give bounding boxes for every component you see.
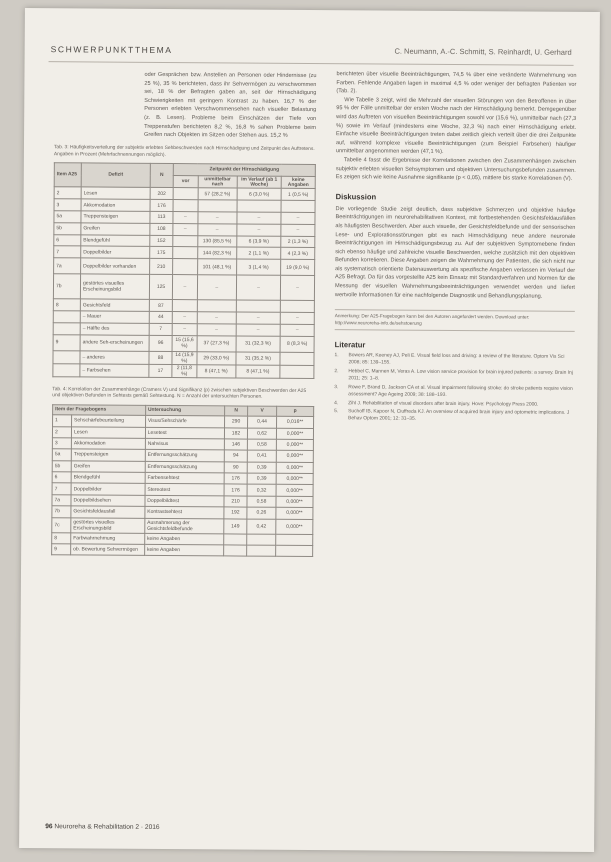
t3-cell-num: 9 [53,334,80,350]
t3-cell-keine: – [280,324,314,336]
t3-cell-vor [172,300,197,312]
t3-cell-verlauf [236,300,280,312]
t4-cell-v: 0,39 [247,473,276,485]
reference-number: 3. [334,384,339,390]
t3-cell-unmittelbar: 37 (27,3 %) [197,335,236,351]
reference-number: 4. [334,400,339,406]
t3-cell-verlauf: 31 (35,2 %) [236,351,280,364]
t3-cell-unmittelbar: – [198,223,237,235]
t4-cell-p: 0,000** [276,428,313,440]
author-line: C. Neumann, A.-C. Schmitt, S. Reinhardt, U. Gerhard [394,46,572,57]
t4-cell-untersuchung: keine Angaben [145,533,224,545]
reference-text: Suchoff IB, Kapoor N, Ciuffreda KJ. An overview of acquired brain injury and optometric implications. J Behav Optom 2001; 12: 31–35. [348,409,570,423]
t4-cell-v: 0,58 [247,439,276,451]
t4-cell-item: ob. Bewertung Sehvermögen [71,544,145,556]
t4-cell-untersuchung: Stereotest [145,484,224,496]
table4-block [51,387,314,558]
section-heading: SCHWERPUNKTTHEMA [50,44,173,56]
t3-cell-keine [280,352,314,365]
t3-cell-defizit: Greifen [81,223,150,235]
t4-cell-p: 0,016** [277,416,314,428]
t3-head-keine: keine Angaben [281,177,315,189]
t3-cell-vor: – [172,323,197,335]
t3-cell-n: 113 [150,211,173,223]
t3-head-defizit: Defizit [81,163,150,187]
t4-cell-untersuchung: keine Angaben [144,544,223,556]
t4-cell-untersuchung: Farbensehtest [145,472,224,484]
t4-cell-num: 7a [52,495,71,507]
t3-cell-keine: 1 (0,5 %) [281,189,315,201]
t4-cell-p: 0,000** [276,451,313,463]
t3-cell-unmittelbar: – [197,323,236,335]
t3-head-num: Item A25 [54,163,81,187]
t4-cell-n: 146 [224,439,247,451]
t3-cell-unmittelbar: 29 (33,0 %) [197,351,236,364]
intro-paragraph: oder Gesprächen bzw. Anstellen an Personen oder Hindernisse (zu 25 %), 35 % berichteten, dass ihr Sehvermögen zu verschwommen sei, 18 % der Befragten gaben an, seit der Hirnschädigung Schwierigkeiten mit geringem Kontrast zu haben. 16,7 % der Personen erlebten Verschwommensehen nach visueller Belastung (z. B. Lesen). Probleme beim Einschätzen der Tiefe von Treppenstufen berichteten 8,2 %, 16,8 % sahen Probleme beim Greifen nach Objekten im Sitzen oder Stehen aus. 15,2 % [144,71,317,139]
t3-cell-defizit: Gesichtsfeld [80,299,149,311]
t3-cell-keine: – [281,224,315,236]
t4-cell-num: 7c [52,517,71,532]
table3 [52,163,315,379]
t3-cell-verlauf: – [236,275,280,300]
t3-cell-verlauf: – [237,224,281,236]
t3-cell-vor [173,200,198,212]
results-paragraph-2: Wie Tabelle 3 zeigt, wird die Mehrzahl der visuellen Störungen von den Betroffenen in über 95 % der Fälle unmittelbar der ersten Woche nach der Hirnschädigung bemerkt. Demgegenüber wird das Auftreten von visuellen Beeinträchtigungen sowohl vor (15,6 %), unmittelbar nach (27,3 %) sowie im Verlauf (mindestens eine Woche, 32,3 %) nach einer Hirnschädigung erlebt. Einfache visuelle Beeinträchtigungen treten dabei zeitlich gleich verteilt über die drei Zeitpunkte auf, während komplexe visuelle Beeinträchtigungen (zum Beispiel Farbsehen) häufiger unmittelbar angenommen werden (47,1 %). [335,97,577,156]
t3-cell-verlauf: 6 (3,9 %) [237,236,281,248]
reference-number: 5. [334,409,339,415]
t3-cell-verlauf: 3 (1,4 %) [236,259,280,275]
reference-text: Rowe F, Brand D, Jackson CA et al. Visual impairment following stroke: do stroke patients require vision assessment? Age Ageing 2009; 38: 188–193. [348,384,573,398]
t3-cell-n: 88 [149,351,172,364]
t4-cell-num: 2 [52,426,71,438]
t4-cell-untersuchung: Kontrastsehtest [145,507,224,519]
reference-item [334,353,574,368]
t4-cell-v: 0,39 [247,462,276,474]
t4-cell-untersuchung: Doppelbildtest [145,495,224,507]
t3-cell-keine: 19 (9,0 %) [281,259,315,275]
t3-cell-vor [173,235,198,247]
t3-cell-keine [280,365,314,378]
t3-cell-defizit: – anderes [80,350,149,363]
t3-cell-vor [173,259,198,275]
t3-head-verlauf: im Verlauf (ab 1 Woche) [237,176,281,188]
t4-cell-num: 6 [52,472,71,484]
t4-cell-item: Akkomodation [71,438,145,450]
t4-cell-v [247,534,276,546]
t4-head-v: V [248,406,277,416]
table4 [51,404,314,557]
t3-cell-num: 3 [54,199,81,211]
t4-cell-n: 176 [224,473,247,485]
left-column [51,70,316,557]
t3-head-group: Zeitpunkt der Hirnschädigung [173,164,315,177]
t3-cell-vor: 15 (15,6 %) [172,335,197,351]
t4-cell-n: 149 [224,519,247,534]
t4-cell-n [224,545,247,557]
t4-cell-n: 210 [224,496,247,508]
t3-cell-keine [280,300,314,312]
t3-cell-num [53,363,80,376]
right-column [334,70,576,427]
t4-cell-p: 0,000** [276,519,313,534]
t3-cell-keine: 4 (2,3 %) [281,248,315,260]
t4-cell-p: 0,000** [276,508,313,520]
t3-head-n: N [150,164,173,188]
note-box [335,309,575,331]
table4-body [52,415,314,557]
table3-caption: Tab. 3: Häufigkeitsverteilung der subjektiv erlebten Sehbeschwerden nach Hirnschädigung und Zeitpunkt des Auftretens. Angaben in Prozent (Mehrfachnennungen möglich). [53,144,315,158]
t4-cell-n: 176 [224,484,247,496]
t3-cell-n: 202 [150,188,173,200]
t3-cell-unmittelbar: 130 (85,5 %) [198,235,237,247]
t3-cell-keine: – [281,212,315,224]
t4-cell-item: Farbwahrnehmung [71,532,145,544]
t4-head-item: Item der Fragebogens [53,405,146,416]
t4-cell-item: Blendgefühl [71,472,145,484]
table3-block [52,145,316,379]
table3-row [53,334,314,352]
t3-cell-defizit: Doppelbilder [81,246,150,258]
header-rule [49,61,574,66]
t3-cell-vor: – [172,311,197,323]
t4-cell-num: 5b [52,460,71,472]
t3-cell-keine: 2 (1,3 %) [281,236,315,248]
t4-cell-num: 1 [53,415,72,427]
reference-number: 2. [334,369,339,375]
t3-cell-defizit: Treppensteigen [81,211,150,223]
note-text: Anmerkung: Der A25-Fragebogen kann bei den Autoren angefordert werden. Download unter: http://www.neuroreha-info.de/sehstoerung [334,313,530,326]
t4-cell-n: 182 [224,427,247,439]
reference-text: Hebbel C, Mannen M, Veras A. Low vision service provision for brain injured patients: a survey. Brain Inj 2011; 25: 1–8. [348,369,573,382]
t3-cell-defizit: – Mauer [80,311,149,323]
t3-cell-num [53,350,80,363]
t3-cell-num: 7a [54,258,81,274]
table3-row [53,274,314,301]
t3-cell-unmittelbar: 101 (48,1 %) [197,259,236,275]
t4-cell-untersuchung: Entfernungsschätzung [145,450,224,462]
t4-cell-untersuchung: Nahvisus [145,438,224,450]
t3-cell-unmittelbar: 144 (82,3 %) [197,247,236,259]
t3-cell-vor [173,188,198,200]
t3-cell-n: 125 [149,275,172,300]
t3-cell-defizit: – Farbsehen [80,363,149,376]
t4-cell-v: 0,32 [247,485,276,497]
t4-cell-v: 0,41 [247,450,276,462]
t3-cell-verlauf: – [236,312,280,324]
table4-row [52,544,313,557]
t4-cell-item: gestörtes visuelles Erscheinungsbild [71,517,145,533]
journal-name: Neuroreha & Rehabilitation 2 · 2016 [54,823,160,831]
t3-cell-defizit: Doppelbilder vorhanden [81,258,150,274]
reference-item [334,401,574,410]
t3-cell-num: 5a [54,211,81,223]
t3-head-unmittelbar: unmittelbar nach [198,176,237,188]
t3-cell-verlauf: 8 (47,1 %) [236,364,280,377]
discussion-paragraph: Die vorliegende Studie zeigt deutlich, dass subjektive Schmerzen und objektive häufige Beeinträchtigungen im neurorehabilitativen Kontext, mit fortbestehenden Gesichtsfeldausfällen als häufigsten Beschwerden. Aber auch visuelle, der Gesichtsfeldbefunde und der sensorischen Lese- und Explorationsstörungen gibt es nach Hirnschädigung neue andere neuronale Beeinträchtigungen im Hirnschädigungsbezug zu. Auf der subjektiven Symptomebene finden sich ebenso häufige und zahlreiche visuelle Beschwerden, welche zusätzlich mit den objektiven Befunden korrelieren. Diese Angaben zeigen die Wahrnehmung der Patienten, die sich nicht nur als systematisch orientierte Datenauswertung als spezifische Angaben verlassen im Verlauf der A25 Befragt. Da für das vorgestellte A25 kein Einsatz mit Standardverfahren und Normen für die Messung der visuellen Wahrnehmungsbeeinträchtigungen verwendet werden und liefert wertvolle Informationen für eine nachfolgende Diagnostik und Behandlungsplanung. [334,205,576,300]
t4-cell-untersuchung: Visus/Sehschärfe [145,415,224,427]
t4-cell-untersuchung: Lesetest [145,427,224,439]
t3-cell-verlauf [237,200,281,212]
t4-cell-untersuchung: Ausnahmerung der Gesichtsfeldbefunde [145,518,224,534]
t3-cell-unmittelbar: 57 (28,2 %) [198,188,237,200]
t3-cell-keine: 8 (8,3 %) [280,336,314,352]
t3-cell-unmittelbar [197,300,236,312]
t3-cell-n: 87 [149,300,172,312]
t4-cell-p: 0,000** [276,439,313,451]
reference-number: 1. [334,353,339,359]
t4-cell-n: 290 [225,416,248,428]
t3-cell-defizit: andere Seh-erscheinungen [80,334,149,350]
t4-cell-untersuchung: Entfernungsschätzung [145,461,224,473]
table3-body [53,187,315,378]
t4-cell-p: 0,000** [276,462,313,474]
t3-cell-num: 5b [54,222,81,234]
t3-cell-num: 6 [54,234,81,246]
page-footer [45,823,159,831]
t3-cell-unmittelbar: 8 (47,1 %) [197,364,236,377]
t3-cell-verlauf: 2 (1,1 %) [237,247,281,259]
t4-cell-n: 90 [224,462,247,474]
t3-cell-keine: – [280,312,314,324]
t3-cell-verlauf: 31 (32,3 %) [236,336,280,352]
t4-cell-v: 0,58 [247,496,276,508]
t3-cell-keine: – [281,275,315,300]
t3-cell-unmittelbar: – [197,275,236,300]
reference-item [334,369,574,384]
table3-row [53,363,314,378]
t3-cell-n: 108 [150,223,173,235]
table3-row [54,258,315,276]
t4-cell-item: Greifen [71,461,145,473]
t4-head-untersuchung: Untersuchung [145,405,224,416]
t4-cell-num: 5a [52,449,71,461]
results-paragraph-1: berichteten über visuelle Beeinträchtigungen, 74,5 % über eine veränderte Wahrnehmung von Farben. Fehlende Angaben lagen in maximal 4,5 % oder weniger der befragten Patienten vor (Tab. 2). [336,71,577,95]
t3-cell-n: 17 [149,364,172,377]
t3-cell-vor [173,247,198,259]
t3-cell-defizit: – Hälfte des [80,323,149,335]
t3-cell-n: 44 [149,311,172,323]
scanned-page [19,8,600,852]
reference-list [334,353,574,425]
t3-cell-num [53,311,80,323]
t4-cell-item: Lesen [71,426,145,438]
t4-cell-n [224,534,247,546]
t4-cell-p [276,545,313,557]
t3-cell-verlauf: 6 (3,0 %) [237,188,281,200]
t4-cell-item: Treppensteigen [71,449,145,461]
t3-cell-defizit: gestörtes visuelles Erscheinungsbild [80,274,149,299]
t3-cell-verlauf: – [237,212,281,224]
t3-cell-defizit: Lesen [81,187,150,199]
t3-cell-vor: – [172,275,197,300]
t4-cell-item: Gesichtsfeldausfall [71,506,145,518]
t4-cell-item: Doppelbilder [71,483,145,495]
t3-cell-vor: – [173,211,198,223]
t4-cell-v: 0,26 [247,507,276,519]
t3-cell-defizit: Akkomodation [81,199,150,211]
t3-cell-n: 152 [150,235,173,247]
table4-caption: Tab. 4: Korrelation der Zusammenhänge (Cramers V) und Signifikanz (p) zwischen subjektiven Beschwerden der A25 und objektiven Befunden in Sehtests gemäß Sehtestung. N = Anzahl der untersuchten Personen. [52,386,307,400]
t3-cell-verlauf: – [236,324,280,336]
t3-cell-keine [281,200,315,212]
t3-cell-defizit: Blendgefühl [81,234,150,246]
t3-cell-unmittelbar: – [197,312,236,324]
t3-cell-num: 2 [54,187,81,199]
t3-cell-n: 176 [150,200,173,212]
t4-head-p: p [277,406,314,416]
t3-head-vor: vor [173,176,198,188]
t4-cell-p: 0,000** [276,485,313,497]
t4-cell-p: 0,000** [276,496,313,508]
t4-cell-v [247,545,276,557]
t4-cell-item: Sehschärfebeurteilung [72,415,146,427]
reference-item [334,385,574,400]
reference-text: Bowers AR, Keeney AJ, Peli E. Visual field loss and driving: a review of the literature. Optom Vis Sci 2008; 85: 139–155. [348,353,565,366]
t4-cell-v: 0,44 [248,416,277,428]
reference-item [334,410,574,425]
t4-cell-item: Doppelbildsehen [71,495,145,507]
t3-cell-n: 96 [149,335,172,351]
t3-cell-num: 7b [53,274,80,299]
page-number: 96 [45,823,53,831]
t4-cell-num: 7b [52,506,71,518]
t4-cell-n: 192 [224,507,247,519]
t3-cell-num [53,322,80,334]
t4-cell-v: 0,42 [247,519,276,534]
t4-cell-num: 9 [52,544,71,556]
t3-cell-vor: 14 (15,9 %) [172,351,197,364]
t3-cell-unmittelbar [198,200,237,212]
t4-head-n: N [225,406,248,416]
t3-cell-num: 8 [53,299,80,311]
results-paragraph-3: Tabelle 4 fasst die Ergebnisse der Korrelationen zwischen den Zusammenhängen zwischen subjektiv erlebten visuellen Sehsymptomen und objektiven Untersuchungsbefunden zusammen. Es zeigen sich wie keine Ausnahme signifikante (p < 0,05), mittlere bis starke Korrelationen (V). [335,157,576,182]
t4-cell-n: 94 [224,450,247,462]
t3-cell-unmittelbar: – [198,212,237,224]
t3-cell-num: 7 [54,246,81,258]
t4-cell-v: 0,62 [247,428,276,440]
t4-cell-p [276,534,313,546]
t3-cell-n: 7 [149,323,172,335]
t3-cell-n: 210 [150,259,173,275]
discussion-heading: Diskussion [335,191,377,202]
t4-cell-num: 7 [52,483,71,495]
t4-cell-num: 3 [52,438,71,450]
t3-cell-vor: 2 (11,8 %) [172,364,197,377]
t4-cell-num: 8 [52,532,71,544]
t3-cell-n: 175 [150,247,173,259]
t3-cell-vor: – [173,223,198,235]
reference-text: Zihl J. Rehabilitation of visual disorders after brain injury. Hove: Psychology Press 2000. [348,400,539,408]
literature-heading: Literatur [334,340,366,350]
t4-cell-p: 0,000** [276,473,313,485]
